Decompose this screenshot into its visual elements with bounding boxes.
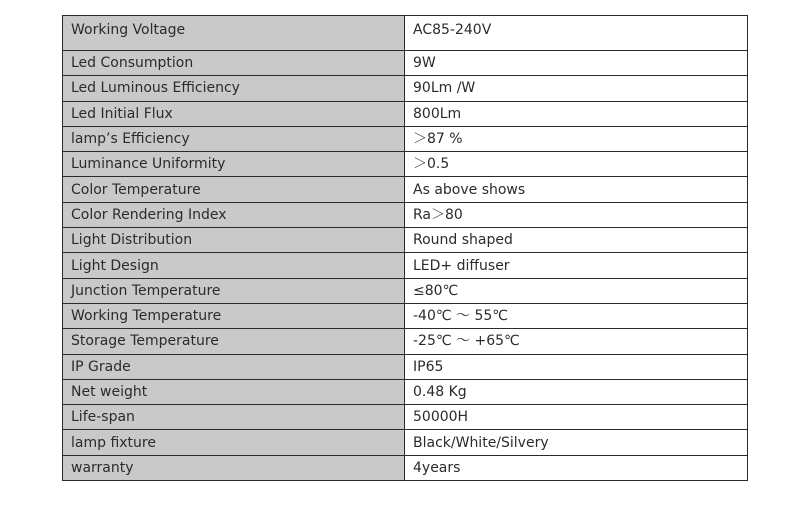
spec-label: Storage Temperature	[63, 329, 405, 354]
table-row	[63, 278, 748, 303]
spec-value: ＞0.5	[405, 152, 748, 177]
spec-value: AC85-240V	[405, 16, 748, 51]
table-row	[63, 126, 748, 151]
spec-value: Round shaped	[405, 228, 748, 253]
spec-value: 4years	[405, 455, 748, 480]
table-row	[63, 455, 748, 480]
spec-label: Led Consumption	[63, 51, 405, 76]
spec-label: Life-span	[63, 405, 405, 430]
spec-table	[62, 15, 748, 481]
table-row	[63, 76, 748, 101]
table-row	[63, 16, 748, 51]
spec-label: lamp’s Efficiency	[63, 126, 405, 151]
table-row	[63, 329, 748, 354]
table-row	[63, 101, 748, 126]
spec-label: Luminance Uniformity	[63, 152, 405, 177]
spec-value: 0.48 Kg	[405, 379, 748, 404]
spec-value: ＞87 %	[405, 126, 748, 151]
spec-value: 800Lm	[405, 101, 748, 126]
spec-label: Color Temperature	[63, 177, 405, 202]
spec-value: 90Lm /W	[405, 76, 748, 101]
spec-value: 50000H	[405, 405, 748, 430]
spec-label: Working Voltage	[63, 16, 405, 51]
spec-value: Ra＞80	[405, 202, 748, 227]
spec-label: warranty	[63, 455, 405, 480]
spec-value: As above shows	[405, 177, 748, 202]
spec-value: LED+ diffuser	[405, 253, 748, 278]
spec-label: Light Design	[63, 253, 405, 278]
table-row	[63, 354, 748, 379]
spec-value: IP65	[405, 354, 748, 379]
table-row	[63, 405, 748, 430]
spec-label: IP Grade	[63, 354, 405, 379]
spec-label: Color Rendering Index	[63, 202, 405, 227]
spec-value: -40℃ ～ 55℃	[405, 303, 748, 328]
table-row	[63, 228, 748, 253]
spec-label: Led Luminous Efficiency	[63, 76, 405, 101]
table-row	[63, 202, 748, 227]
spec-label: Led Initial Flux	[63, 101, 405, 126]
table-row	[63, 303, 748, 328]
spec-value: ≤80℃	[405, 278, 748, 303]
spec-value: -25℃ ～ +65℃	[405, 329, 748, 354]
table-row	[63, 152, 748, 177]
spec-label: Working Temperature	[63, 303, 405, 328]
spec-label: Light Distribution	[63, 228, 405, 253]
table-row	[63, 379, 748, 404]
spec-value: Black/White/Silvery	[405, 430, 748, 455]
spec-label: Net weight	[63, 379, 405, 404]
table-row	[63, 51, 748, 76]
spec-label: Junction Temperature	[63, 278, 405, 303]
spec-value: 9W	[405, 51, 748, 76]
table-row	[63, 430, 748, 455]
spec-label: lamp fixture	[63, 430, 405, 455]
table-row	[63, 253, 748, 278]
table-row	[63, 177, 748, 202]
